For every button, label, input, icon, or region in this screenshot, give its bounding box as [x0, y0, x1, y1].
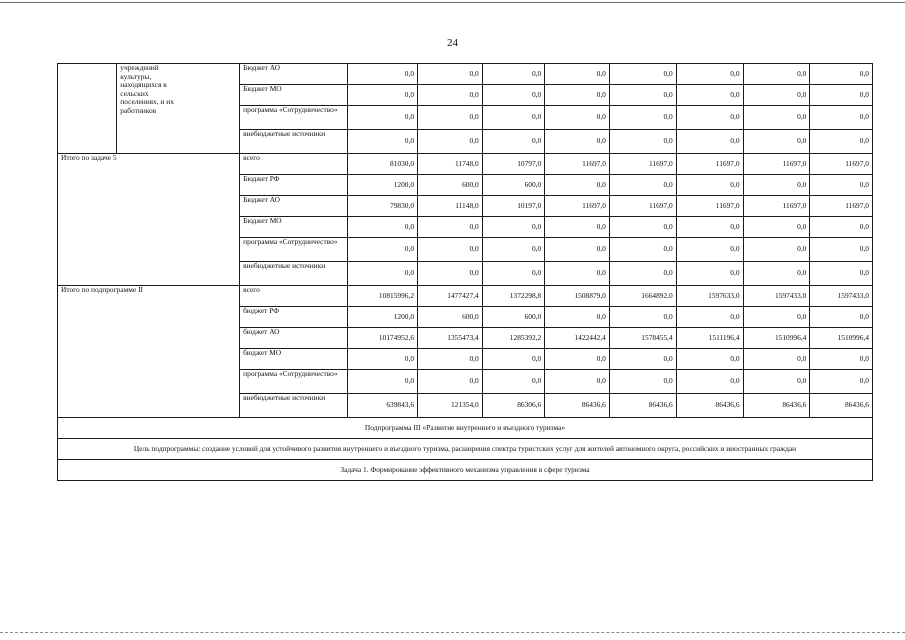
- section-row: [58, 418, 873, 439]
- amount-cell: 0,0: [810, 349, 873, 370]
- funding-source: Бюджет МО: [240, 85, 348, 106]
- amount-cell: 0,0: [810, 238, 873, 262]
- amount-cell: 11697,0: [743, 154, 810, 175]
- amount-cell: 0,0: [609, 130, 676, 154]
- amount-cell: 11697,0: [810, 154, 873, 175]
- amount-cell: 1355473,4: [418, 328, 483, 349]
- amount-cell: 0,0: [482, 238, 545, 262]
- amount-cell: 0,0: [347, 370, 417, 394]
- amount-cell: 0,0: [418, 217, 483, 238]
- funding-source: внебюджетные источники: [240, 394, 348, 418]
- amount-cell: 1508879,0: [545, 286, 610, 307]
- funding-source: внебюджетные источники: [240, 130, 348, 154]
- amount-cell: 11697,0: [676, 196, 743, 217]
- amount-cell: 0,0: [418, 238, 483, 262]
- amount-cell: 0,0: [609, 175, 676, 196]
- table-row: [58, 64, 873, 85]
- amount-cell: 0,0: [810, 262, 873, 286]
- funding-source: всего: [240, 154, 348, 175]
- amount-cell: 600,0: [482, 175, 545, 196]
- amount-cell: 1372298,8: [482, 286, 545, 307]
- amount-cell: 11697,0: [810, 196, 873, 217]
- amount-cell: 0,0: [347, 85, 417, 106]
- amount-cell: 0,0: [743, 130, 810, 154]
- amount-cell: 0,0: [676, 130, 743, 154]
- amount-cell: 0,0: [810, 130, 873, 154]
- amount-cell: 0,0: [347, 130, 417, 154]
- amount-cell: 0,0: [743, 64, 810, 85]
- funding-source: Бюджет РФ: [240, 175, 348, 196]
- table-body: [58, 64, 873, 481]
- amount-cell: 0,0: [609, 349, 676, 370]
- funding-source: всего: [240, 286, 348, 307]
- amount-cell: 0,0: [810, 370, 873, 394]
- amount-cell: 0,0: [676, 262, 743, 286]
- amount-cell: 1200,0: [347, 175, 417, 196]
- funding-source: программа «Сотрудничество»: [240, 238, 348, 262]
- amount-cell: 1597633,0: [676, 286, 743, 307]
- funding-source: программа «Сотрудничество»: [240, 370, 348, 394]
- page-number: 24: [447, 37, 458, 49]
- amount-cell: 0,0: [545, 106, 610, 130]
- amount-cell: 11697,0: [676, 154, 743, 175]
- amount-cell: 0,0: [743, 85, 810, 106]
- funding-source: бюджет РФ: [240, 307, 348, 328]
- amount-cell: 0,0: [545, 349, 610, 370]
- amount-cell: 0,0: [347, 217, 417, 238]
- amount-cell: 1664892,0: [609, 286, 676, 307]
- amount-cell: 0,0: [482, 349, 545, 370]
- section-row: [58, 460, 873, 481]
- amount-cell: 0,0: [676, 238, 743, 262]
- amount-cell: 0,0: [676, 85, 743, 106]
- table-row: [58, 286, 873, 307]
- funding-source: Бюджет АО: [240, 64, 348, 85]
- blank-cell: [58, 64, 117, 154]
- amount-cell: 0,0: [418, 85, 483, 106]
- amount-cell: 0,0: [743, 106, 810, 130]
- amount-cell: 0,0: [676, 307, 743, 328]
- amount-cell: 86306,6: [482, 394, 545, 418]
- scan-top-edge: [0, 2, 905, 3]
- amount-cell: 0,0: [676, 64, 743, 85]
- amount-cell: 0,0: [482, 85, 545, 106]
- amount-cell: 86436,6: [810, 394, 873, 418]
- amount-cell: 600,0: [418, 175, 483, 196]
- amount-cell: 0,0: [545, 64, 610, 85]
- section-row: [58, 439, 873, 460]
- amount-cell: 0,0: [545, 262, 610, 286]
- total-label: Итого по подпрограмме II: [58, 286, 240, 418]
- amount-cell: 0,0: [347, 349, 417, 370]
- amount-cell: 0,0: [545, 370, 610, 394]
- amount-cell: 0,0: [810, 85, 873, 106]
- funding-source: бюджет АО: [240, 328, 348, 349]
- funding-source: бюджет МО: [240, 349, 348, 370]
- amount-cell: 1597433,0: [743, 286, 810, 307]
- amount-cell: 0,0: [810, 106, 873, 130]
- table-row: [58, 154, 873, 175]
- amount-cell: 0,0: [482, 217, 545, 238]
- amount-cell: 639843,6: [347, 394, 417, 418]
- amount-cell: 0,0: [743, 262, 810, 286]
- amount-cell: 1285392,2: [482, 328, 545, 349]
- amount-cell: 0,0: [482, 262, 545, 286]
- amount-cell: 121354,0: [418, 394, 483, 418]
- amount-cell: 11148,0: [418, 196, 483, 217]
- amount-cell: 0,0: [609, 238, 676, 262]
- amount-cell: 0,0: [743, 370, 810, 394]
- amount-cell: 0,0: [810, 64, 873, 85]
- amount-cell: 0,0: [545, 238, 610, 262]
- amount-cell: 0,0: [676, 217, 743, 238]
- amount-cell: 0,0: [545, 175, 610, 196]
- amount-cell: 0,0: [609, 85, 676, 106]
- total-label: Итого по задаче 5: [58, 154, 240, 286]
- subprogram-title: Подпрограмма III «Развитие внутреннего и въездного туризма»: [58, 418, 873, 439]
- amount-cell: 10197,0: [482, 196, 545, 217]
- funding-source: Бюджет АО: [240, 196, 348, 217]
- subprogram-goal: Цель подпрограммы: создание условий для устойчивого развития внутреннего и въездного туризма, расширения спектра туристских услуг для жителей автономного округа, российских и иностранных граждан: [58, 439, 873, 460]
- amount-cell: 600,0: [482, 307, 545, 328]
- amount-cell: 0,0: [545, 307, 610, 328]
- amount-cell: 10174952,6: [347, 328, 417, 349]
- amount-cell: 0,0: [418, 349, 483, 370]
- amount-cell: 1511196,4: [676, 328, 743, 349]
- amount-cell: 0,0: [482, 130, 545, 154]
- amount-cell: 0,0: [418, 130, 483, 154]
- amount-cell: 0,0: [418, 64, 483, 85]
- task-title: Задача 1. Формирование эффективного механизма управления в сфере туризма: [58, 460, 873, 481]
- amount-cell: 1477427,4: [418, 286, 483, 307]
- amount-cell: 0,0: [418, 370, 483, 394]
- amount-cell: 1578455,4: [609, 328, 676, 349]
- amount-cell: 0,0: [743, 217, 810, 238]
- amount-cell: 10797,0: [482, 154, 545, 175]
- amount-cell: 0,0: [609, 307, 676, 328]
- amount-cell: 1200,0: [347, 307, 417, 328]
- funding-source: внебюджетные источники: [240, 262, 348, 286]
- funding-source: Бюджет МО: [240, 217, 348, 238]
- amount-cell: 0,0: [743, 238, 810, 262]
- amount-cell: 0,0: [676, 175, 743, 196]
- amount-cell: 0,0: [482, 370, 545, 394]
- amount-cell: 11697,0: [545, 196, 610, 217]
- amount-cell: 0,0: [545, 85, 610, 106]
- amount-cell: 1422442,4: [545, 328, 610, 349]
- amount-cell: 86436,6: [545, 394, 610, 418]
- amount-cell: 79830,0: [347, 196, 417, 217]
- amount-cell: 0,0: [609, 106, 676, 130]
- amount-cell: 0,0: [609, 64, 676, 85]
- amount-cell: 11697,0: [609, 196, 676, 217]
- amount-cell: 0,0: [743, 307, 810, 328]
- amount-cell: 0,0: [676, 370, 743, 394]
- funding-source: программа «Сотрудничество»: [240, 106, 348, 130]
- amount-cell: 81030,0: [347, 154, 417, 175]
- amount-cell: 0,0: [545, 130, 610, 154]
- amount-cell: 1510996,4: [810, 328, 873, 349]
- amount-cell: 0,0: [545, 217, 610, 238]
- amount-cell: 86436,6: [743, 394, 810, 418]
- amount-cell: 1510996,4: [743, 328, 810, 349]
- amount-cell: 0,0: [347, 106, 417, 130]
- amount-cell: 600,0: [418, 307, 483, 328]
- amount-cell: 1597433,0: [810, 286, 873, 307]
- amount-cell: 0,0: [482, 64, 545, 85]
- amount-cell: 0,0: [609, 370, 676, 394]
- amount-cell: 0,0: [482, 106, 545, 130]
- amount-cell: 86436,6: [676, 394, 743, 418]
- scan-bottom-edge: [0, 632, 905, 633]
- amount-cell: 0,0: [810, 175, 873, 196]
- amount-cell: 0,0: [810, 217, 873, 238]
- amount-cell: 0,0: [676, 106, 743, 130]
- amount-cell: 0,0: [743, 175, 810, 196]
- amount-cell: 0,0: [810, 307, 873, 328]
- amount-cell: 0,0: [676, 349, 743, 370]
- amount-cell: 0,0: [347, 64, 417, 85]
- amount-cell: 11697,0: [609, 154, 676, 175]
- amount-cell: 0,0: [609, 262, 676, 286]
- amount-cell: 0,0: [347, 262, 417, 286]
- amount-cell: 0,0: [418, 106, 483, 130]
- amount-cell: 0,0: [347, 238, 417, 262]
- amount-cell: 11697,0: [545, 154, 610, 175]
- amount-cell: 0,0: [609, 217, 676, 238]
- activity-name: учреждений культуры, находящихся в сельских поселениях, и их работников: [117, 64, 240, 154]
- budget-table: [57, 63, 873, 481]
- amount-cell: 11748,0: [418, 154, 483, 175]
- amount-cell: 0,0: [743, 349, 810, 370]
- amount-cell: 86436,6: [609, 394, 676, 418]
- amount-cell: 11697,0: [743, 196, 810, 217]
- amount-cell: 0,0: [418, 262, 483, 286]
- amount-cell: 10815996,2: [347, 286, 417, 307]
